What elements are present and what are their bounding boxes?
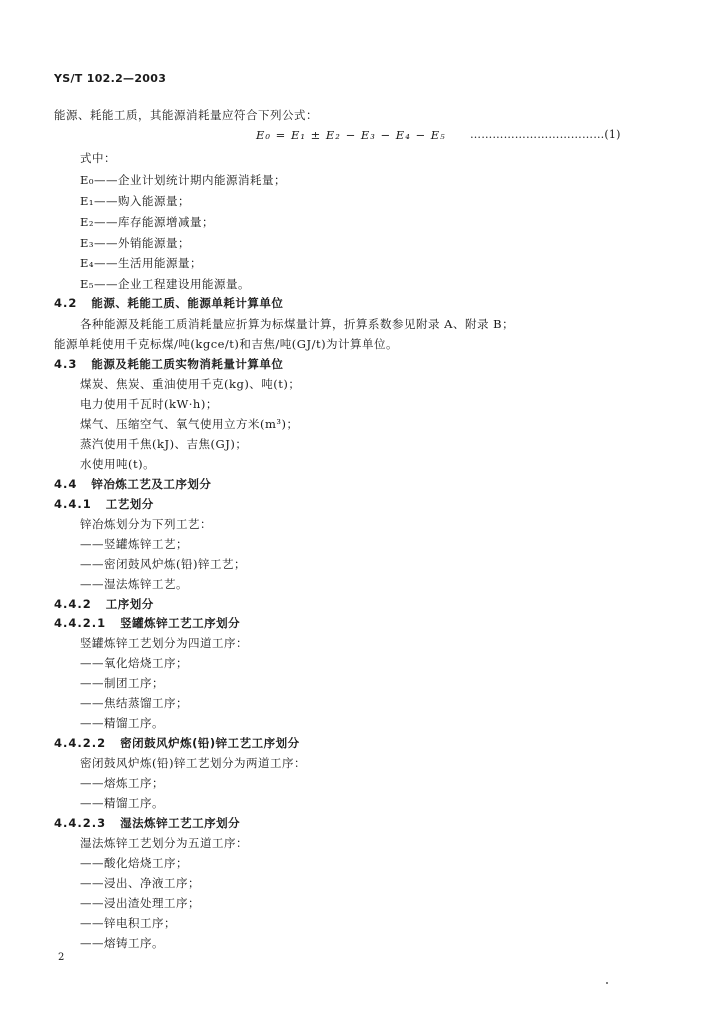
intro-paragraph: 能源、耗能工质，其能源消耗量应符合下列公式： — [54, 108, 318, 122]
section-4-4-1-lead: 锌冶炼划分为下列工艺： — [80, 517, 212, 531]
section-4-3-heading — [54, 357, 283, 371]
section-4-2-heading — [54, 296, 283, 310]
page-number: 2 — [58, 952, 65, 963]
section-title: 湿法炼锌工艺工序划分 — [120, 816, 241, 830]
section-number: 4.4.1 — [54, 497, 92, 511]
section-title: 锌冶炼工艺及工序划分 — [91, 477, 212, 491]
section-4-4-2-1-heading — [54, 616, 240, 630]
step-list-item: ——浸出、净液工序； — [80, 876, 200, 890]
definition-e2: E₂——库存能源增减量； — [80, 215, 215, 229]
section-title: 工艺划分 — [105, 497, 154, 511]
section-4-4-2-3-heading — [54, 816, 240, 830]
process-list-item: ——湿法炼锌工艺。 — [80, 577, 188, 591]
section-4-4-2-2-lead: 密闭鼓风炉炼(铅)锌工艺划分为两道工序： — [80, 756, 306, 770]
step-list-item: ——酸化焙烧工序； — [80, 856, 188, 870]
formula-number: ………………………………(1) — [470, 128, 621, 141]
section-number: 4.4.2 — [54, 597, 92, 611]
step-list-item: ——焦结蒸馏工序； — [80, 696, 188, 710]
section-4-4-heading — [54, 477, 211, 491]
section-title: 能源、耗能工质、能源单耗计算单位 — [91, 296, 284, 310]
section-title: 竖罐炼锌工艺工序划分 — [120, 616, 241, 630]
section-4-4-2-1-lead: 竖罐炼锌工艺划分为四道工序： — [80, 636, 248, 650]
section-title: 工序划分 — [105, 597, 154, 611]
section-4-4-2-2-heading — [54, 736, 300, 750]
unit-item: 水使用吨(t)。 — [80, 457, 156, 471]
step-list-item: ——氧化焙烧工序； — [80, 656, 188, 670]
section-title: 密闭鼓风炉炼(铅)锌工艺工序划分 — [120, 736, 300, 750]
section-title: 能源及耗能工质实物消耗量计算单位 — [91, 357, 284, 371]
process-list-item: ——密闭鼓风炉炼(铅)锌工艺； — [80, 557, 246, 571]
unit-item: 煤炭、焦炭、重油使用千克(kg)、吨(t)； — [80, 377, 301, 391]
unit-item: 电力使用千瓦时(kW·h)； — [80, 397, 218, 411]
where-label: 式中： — [80, 151, 116, 165]
step-list-item: ——熔炼工序； — [80, 776, 164, 790]
scan-speck — [606, 982, 608, 984]
energy-formula: E₀ = E₁ ± E₂ − E₃ − E₄ − E₅ — [256, 128, 446, 142]
step-list-item: ——精馏工序。 — [80, 796, 164, 810]
section-number: 4.4.2.2 — [54, 736, 107, 750]
definition-e3: E₃——外销能源量； — [80, 236, 191, 250]
unit-item: 蒸汽使用千焦(kJ)、吉焦(GJ)； — [80, 437, 248, 451]
section-number: 4.2 — [54, 296, 78, 310]
section-number: 4.3 — [54, 357, 78, 371]
step-list-item: ——锌电积工序； — [80, 916, 176, 930]
process-list-item: ——竖罐炼锌工艺； — [80, 537, 188, 551]
definition-e5: E₅——企业工程建设用能源量。 — [80, 277, 251, 291]
definition-e0: E₀——企业计划统计期内能源消耗量； — [80, 173, 287, 187]
section-4-4-2-3-lead: 湿法炼锌工艺划分为五道工序： — [80, 836, 248, 850]
unit-item: 煤气、压缩空气、氧气使用立方米(m³)； — [80, 417, 299, 431]
definition-e1: E₁——购入能源量； — [80, 194, 191, 208]
section-4-2-paragraph-1: 各种能源及耗能工质消耗量应折算为标煤量计算，折算系数参见附录 A、附录 B； — [80, 317, 515, 331]
section-number: 4.4.2.1 — [54, 616, 107, 630]
step-list-item: ——制团工序； — [80, 676, 164, 690]
section-4-2-paragraph-2: 能源单耗使用千克标煤/吨(kgce/t)和吉焦/吨(GJ/t)为计算单位。 — [54, 337, 399, 351]
standard-code: YS/T 102.2—2003 — [54, 72, 167, 85]
section-4-4-2-heading — [54, 597, 154, 611]
step-list-item: ——精馏工序。 — [80, 716, 164, 730]
section-number: 4.4.2.3 — [54, 816, 107, 830]
definition-e4: E₄——生活用能源量； — [80, 256, 203, 270]
step-list-item: ——浸出渣处理工序； — [80, 896, 200, 910]
step-list-item: ——熔铸工序。 — [80, 936, 164, 950]
section-4-4-1-heading — [54, 497, 154, 511]
section-number: 4.4 — [54, 477, 78, 491]
